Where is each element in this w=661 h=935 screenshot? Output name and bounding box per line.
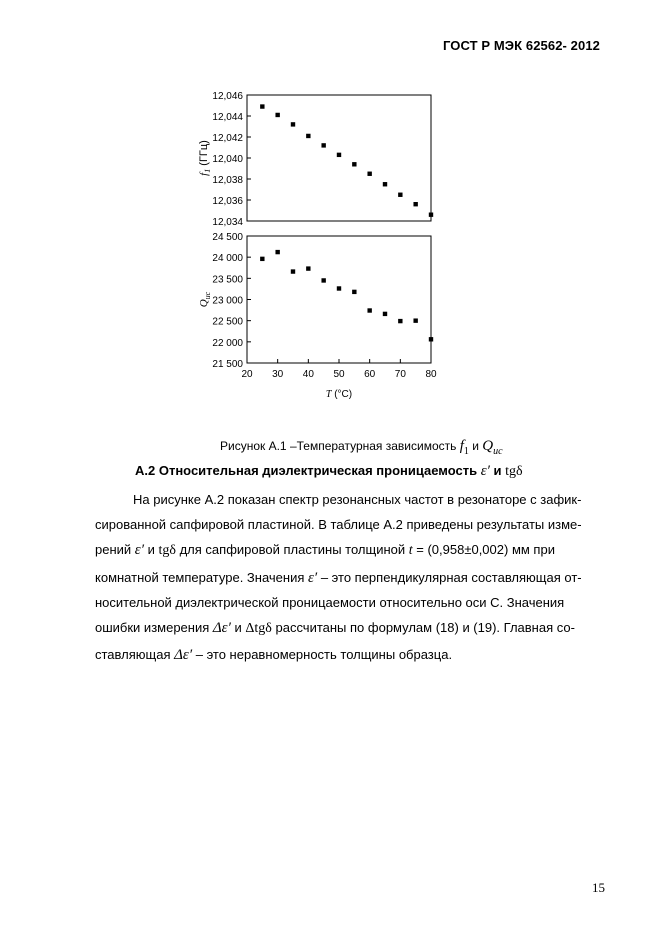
freq-y-axis-label: $f_1$ (ГГц) <box>198 140 212 176</box>
freq-ytick-label: 12,040 <box>212 154 243 165</box>
q-ytick-label: 23 000 <box>212 295 243 307</box>
freq-data-point <box>260 104 264 108</box>
freq-data-point <box>352 162 356 166</box>
freq-data-point <box>321 143 325 147</box>
q-xtick-label: 50 <box>333 369 345 380</box>
epsilon-symbol: ε′ <box>480 463 490 479</box>
freq-ytick-label: 12,044 <box>212 112 243 123</box>
q-factor-panel <box>198 232 437 400</box>
body-line-3: рений ε′ и tgδ для сапфировой пластины толщиной t = (0,958±0,002) мм при <box>95 542 555 558</box>
section-heading-a2: А.2 Относительная диэлектрическая проницаемость ε′ и tgδ <box>135 463 523 479</box>
freq-data-point <box>429 213 433 217</box>
q-xtick-label: 40 <box>302 369 314 380</box>
q-x-axis-label: T (°C) <box>325 389 353 400</box>
caption-text: Рисунок А.1 –Температурная зависимость <box>220 439 460 453</box>
caption-f-symbol: $f_1$ <box>459 438 469 457</box>
section-heading-text: А.2 Относительная диэлектрическая проницаемость <box>135 463 481 478</box>
document-title: ГОСТ Р МЭК 62562- 2012 <box>442 38 600 53</box>
freq-ytick-label: 12,042 <box>212 133 243 144</box>
q-xtick-label: 70 <box>394 369 406 380</box>
q-xtick-label: 20 <box>241 369 253 380</box>
freq-data-point <box>291 122 295 126</box>
freq-ytick-label: 12,036 <box>212 196 243 207</box>
q-data-point <box>398 319 402 323</box>
caption-and: и <box>472 439 483 453</box>
q-data-point <box>337 286 341 290</box>
q-ytick-label: 22 500 <box>212 316 243 328</box>
caption-q-symbol: $Q_{uc}$ <box>482 438 503 457</box>
q-ytick-label: 21 500 <box>212 359 243 370</box>
q-data-point <box>321 278 325 282</box>
q-ytick-label: 24 500 <box>212 232 243 243</box>
q-data-point <box>352 290 356 294</box>
q-data-point <box>383 312 387 316</box>
freq-data-point <box>306 134 310 138</box>
q-ytick-label: 22 000 <box>212 337 243 349</box>
q-xtick-label: 80 <box>425 369 437 380</box>
q-xtick-label: 30 <box>272 369 284 380</box>
body-line-7: ставляющая Δε′ – это неравномерность толщины образца. <box>95 647 453 663</box>
figure-caption <box>220 438 503 457</box>
freq-data-point <box>275 113 279 117</box>
q-data-point <box>275 250 279 254</box>
freq-ytick-label: 12,046 <box>212 91 243 102</box>
freq-data-point <box>398 193 402 197</box>
page-number: 15 <box>592 880 605 895</box>
tg-delta-symbol: tgδ <box>505 464 523 479</box>
body-line-2: сированной сапфировой пластиной. В таблице А.2 приведены результаты изме- <box>95 517 582 532</box>
q-ytick-label: 24 000 <box>212 253 243 265</box>
frequency-panel <box>198 91 433 228</box>
q-data-point <box>306 266 310 270</box>
q-data-point <box>413 318 417 322</box>
q-ytick-label: 23 500 <box>212 274 243 286</box>
body-line-6: ошибки измерения Δε′ и Δtgδ рассчитаны по формулам (18) и (19). Главная со- <box>95 620 575 636</box>
temperature-dependence-chart <box>0 0 661 420</box>
q-data-point <box>429 337 433 341</box>
q-data-point <box>260 257 264 261</box>
freq-data-point <box>337 153 341 157</box>
body-line-1: На рисунке А.2 показан спектр резонансных частот в резонаторе с зафик- <box>133 492 582 507</box>
q-y-axis-label: $Q_{uc}$ <box>198 291 212 308</box>
q-xtick-label: 60 <box>364 369 376 380</box>
freq-data-point <box>413 202 417 206</box>
q-plot-frame <box>247 236 431 363</box>
q-data-point <box>291 269 295 273</box>
freq-plot-frame <box>247 95 431 221</box>
freq-data-point <box>367 172 371 176</box>
body-line-5: носительной диэлектрической проницаемости относительно оси С. Значения <box>95 595 565 610</box>
q-data-point <box>367 308 371 312</box>
freq-data-point <box>383 182 387 186</box>
body-line-4: комнатной температуре. Значения ε′ – это перпендикулярная составляющая от- <box>95 570 582 586</box>
freq-ytick-label: 12,034 <box>212 217 243 228</box>
freq-ytick-label: 12,038 <box>212 175 243 186</box>
